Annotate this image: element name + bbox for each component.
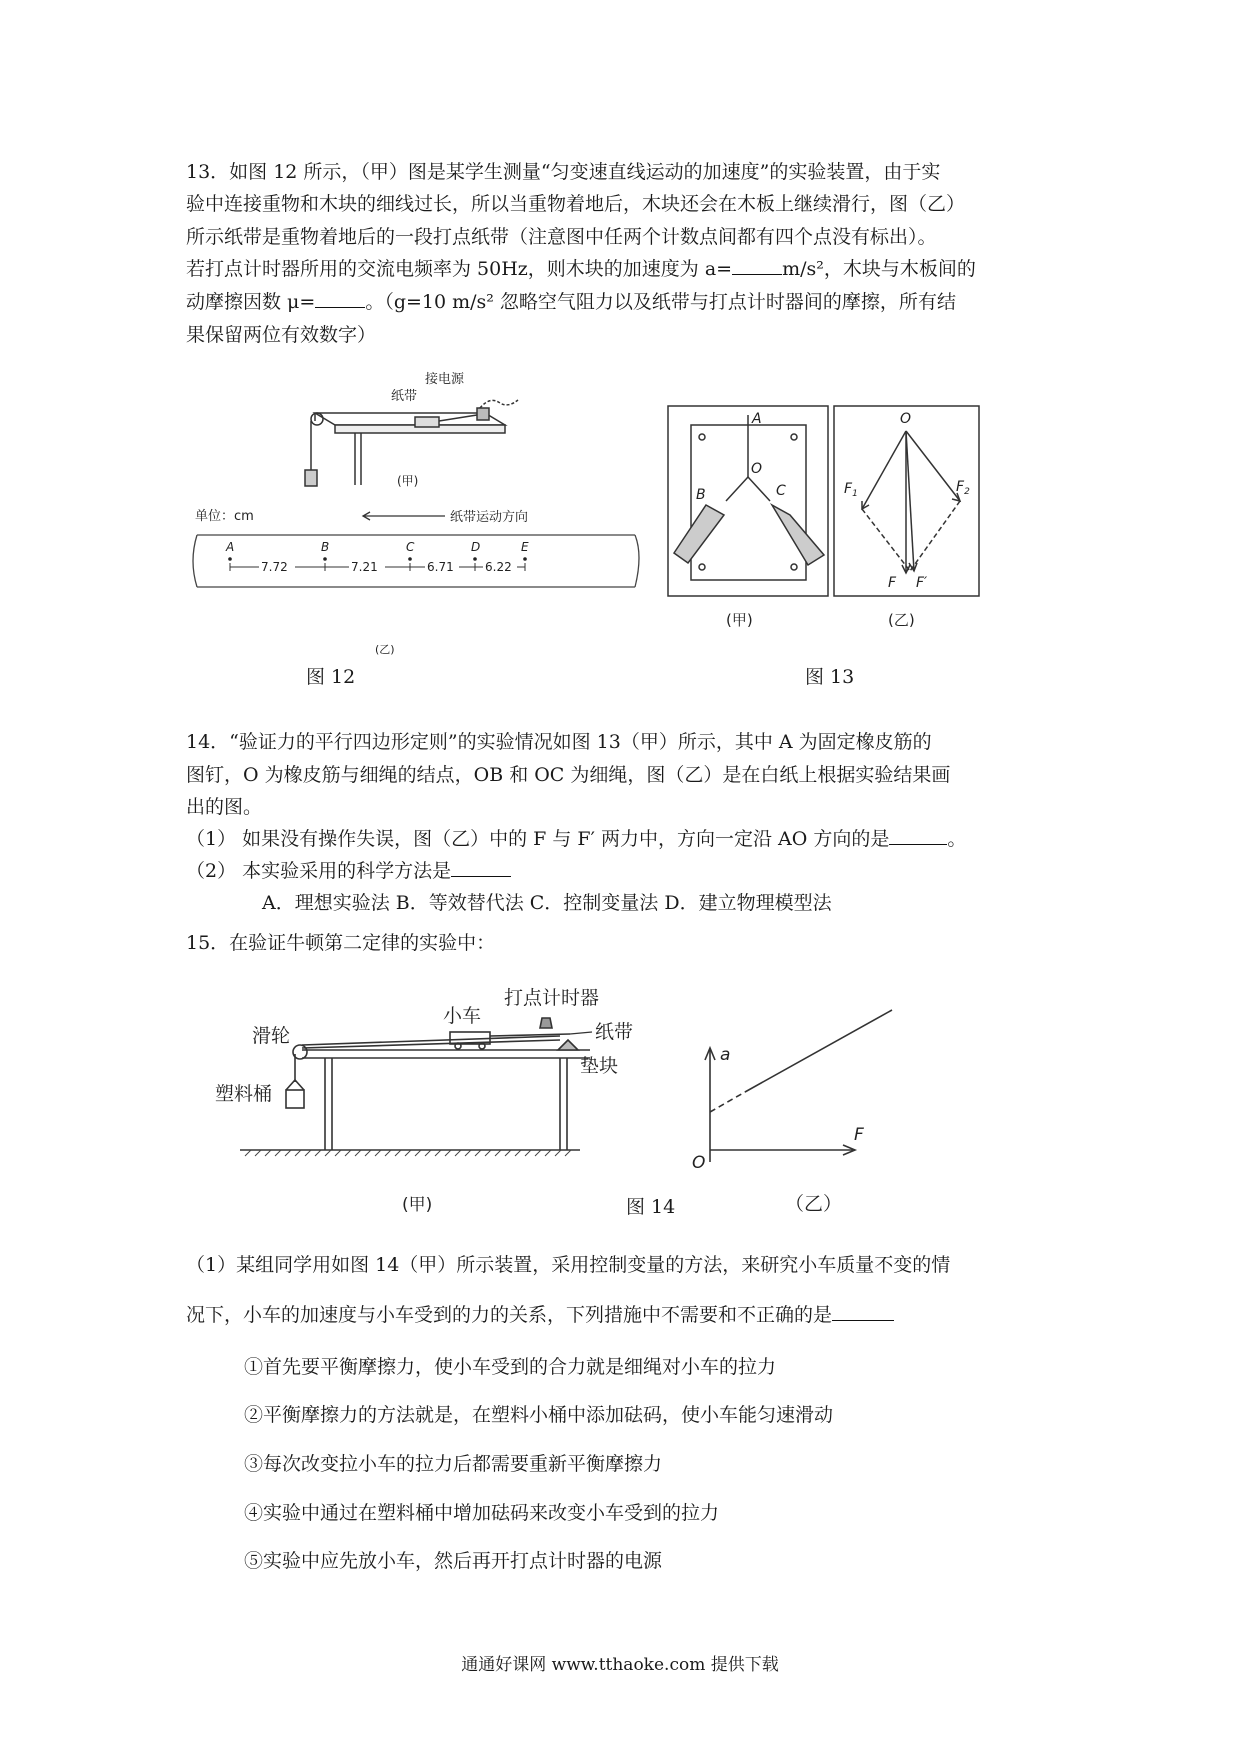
label-F1-sub: 1	[852, 489, 858, 499]
label-jia-12: (甲)	[397, 474, 419, 488]
q13-line4-text-b: m/s²，木块与木板间的	[782, 258, 976, 280]
page-footer: 通通好课网 www.tthaoke.com 提供下载	[461, 1655, 779, 1675]
label-tape: 纸带	[391, 389, 418, 404]
caption-fig13: 图 13	[805, 666, 855, 688]
label-B-13: B	[696, 487, 706, 503]
q15-item-3: ③每次改变拉小车的拉力后都需要重新平衡摩擦力	[244, 1453, 663, 1475]
label-F1-main: F	[844, 481, 853, 497]
q14-line2: 图钉，O 为橡皮筋与细绳的结点，OB 和 OC 为细绳，图（乙）是在白纸上根据实验结果画	[186, 764, 951, 786]
label-yi-12: (乙)	[375, 643, 395, 656]
q13-line5-text-a: 动摩擦因数 μ=	[186, 291, 316, 313]
answer-blank-acceleration[interactable]	[732, 274, 782, 275]
label-A-13: A	[752, 411, 762, 427]
label-F: F	[888, 575, 897, 591]
label-tape-14: 纸带	[595, 1021, 634, 1043]
q14-sub2-text: （2） 本实验采用的科学方法是	[186, 860, 452, 882]
q15-p1-line2-text: 况下，小车的加速度与小车受到的力的关系，下列措施中不需要和不正确的是	[186, 1304, 833, 1326]
q15-title: 15．在验证牛顿第二定律的实验中：	[186, 932, 496, 954]
q13-line4	[186, 254, 976, 281]
label-C-13: C	[776, 483, 786, 499]
label-yi-13: (乙)	[888, 611, 915, 629]
label-yi-14: （乙）	[785, 1193, 843, 1215]
q14-line1: 14．“验证力的平行四边形定则”的实验情况如图 13（甲）所示，其中 A 为固定橡皮筋的	[186, 731, 932, 753]
label-unit: 单位：cm	[195, 509, 254, 524]
q14-line3: 出的图。	[186, 796, 263, 818]
distance-CD: 6.71	[427, 560, 454, 574]
ground-hatch	[245, 1150, 571, 1156]
caption-fig14: 图 14	[626, 1196, 676, 1218]
label-O-13: O	[751, 461, 763, 477]
q13-line6: 果保留两位有效数字）	[186, 324, 377, 346]
q14-options: A．理想实验法 B．等效替代法 C．控制变量法 D．建立物理模型法	[262, 892, 832, 914]
q14-sub2	[186, 856, 511, 883]
label-timer: 打点计时器	[504, 987, 600, 1009]
label-F2	[956, 479, 970, 497]
label-F1	[844, 481, 858, 499]
label-pulley: 滑轮	[252, 1025, 291, 1047]
q14-sub1-end: 。	[947, 828, 967, 850]
q14-sub1-text: （1） 如果没有操作失误，图（乙）中的 F 与 F′ 两力中，方向一定沿 AO 方向的是	[186, 828, 890, 850]
figure-14	[215, 980, 940, 1220]
label-power: 接电源	[425, 372, 465, 387]
panel-yi-13	[834, 406, 979, 596]
distance-DE: 6.22	[485, 560, 512, 574]
q14-sub1	[186, 824, 966, 851]
direction-arrow	[363, 512, 445, 520]
origin-label: O	[692, 1153, 706, 1173]
label-cart: 小车	[443, 1005, 482, 1027]
q15-item-4: ④实验中通过在塑料桶中增加砝码来改变小车受到的拉力	[244, 1502, 720, 1524]
axis-label-a: a	[720, 1045, 731, 1065]
point-B: B	[321, 540, 330, 554]
tape-pointer	[570, 1032, 592, 1034]
label-F2-sub: 2	[964, 487, 970, 497]
answer-blank-friction[interactable]	[315, 307, 365, 308]
q15-item-2: ②平衡摩擦力的方法就是，在塑料小桶中添加砝码，使小车能匀速滑动	[244, 1404, 834, 1426]
distance-BC: 7.21	[351, 560, 378, 574]
graph-line-solid	[745, 1010, 892, 1092]
label-jia-13: (甲)	[726, 611, 753, 629]
a-F-graph	[705, 1048, 855, 1162]
q13-line3: 所示纸带是重物着地后的一段打点纸带（注意图中任两个计数点间都有四个点没有标出）。	[186, 226, 937, 248]
axis-label-F: F	[854, 1125, 864, 1145]
distance-AB: 7.72	[261, 560, 288, 574]
point-E: E	[521, 540, 529, 554]
q15-item-1: ①首先要平衡摩擦力，使小车受到的合力就是细绳对小车的拉力	[244, 1356, 777, 1378]
point-A: A	[226, 540, 235, 554]
label-Fprime: F′	[916, 575, 928, 591]
newton-apparatus	[240, 1018, 590, 1150]
q15-p1-line1: （1）某组同学用如图 14（甲）所示装置，采用控制变量的方法，来研究小车质量不变的情	[186, 1254, 951, 1276]
answer-blank-measures[interactable]	[832, 1320, 894, 1321]
figure-13	[666, 403, 981, 638]
q13-line2: 验中连接重物和木块的细线过长，所以当重物着地后，木块还会在木板上继续滑行，图（乙）	[186, 193, 966, 215]
q13-line5-text-b: 。（g=10 m/s² 忽略空气阻力以及纸带与打点计时器间的摩擦，所有结	[365, 291, 956, 313]
label-block: 垫块	[580, 1055, 619, 1077]
answer-blank-direction[interactable]	[889, 844, 947, 845]
label-direction: 纸带运动方向	[450, 510, 529, 525]
label-bucket: 塑料桶	[215, 1083, 273, 1105]
q15-p1-line2	[186, 1300, 894, 1327]
q13-line1: 13．如图 12 所示，（甲）图是某学生测量“匀变速直线运动的加速度”的实验装置，由于实	[186, 161, 941, 183]
figure-12	[195, 365, 665, 665]
label-O-yi: O	[900, 411, 912, 427]
panel-jia-13	[668, 406, 828, 596]
answer-blank-method[interactable]	[451, 876, 511, 877]
point-D: D	[471, 540, 481, 554]
label-jia-14: (甲)	[402, 1195, 433, 1215]
point-C: C	[406, 540, 415, 554]
label-F2-main: F	[956, 479, 965, 495]
q13-line4-text-a: 若打点计时器所用的交流电频率为 50Hz，则木块的加速度为 a=	[186, 258, 733, 280]
caption-fig12: 图 12	[306, 666, 356, 688]
q15-item-5: ⑤实验中应先放小车，然后再开打点计时器的电源	[244, 1550, 663, 1572]
q13-line5	[186, 287, 956, 314]
graph-line-dashed	[710, 1092, 745, 1112]
